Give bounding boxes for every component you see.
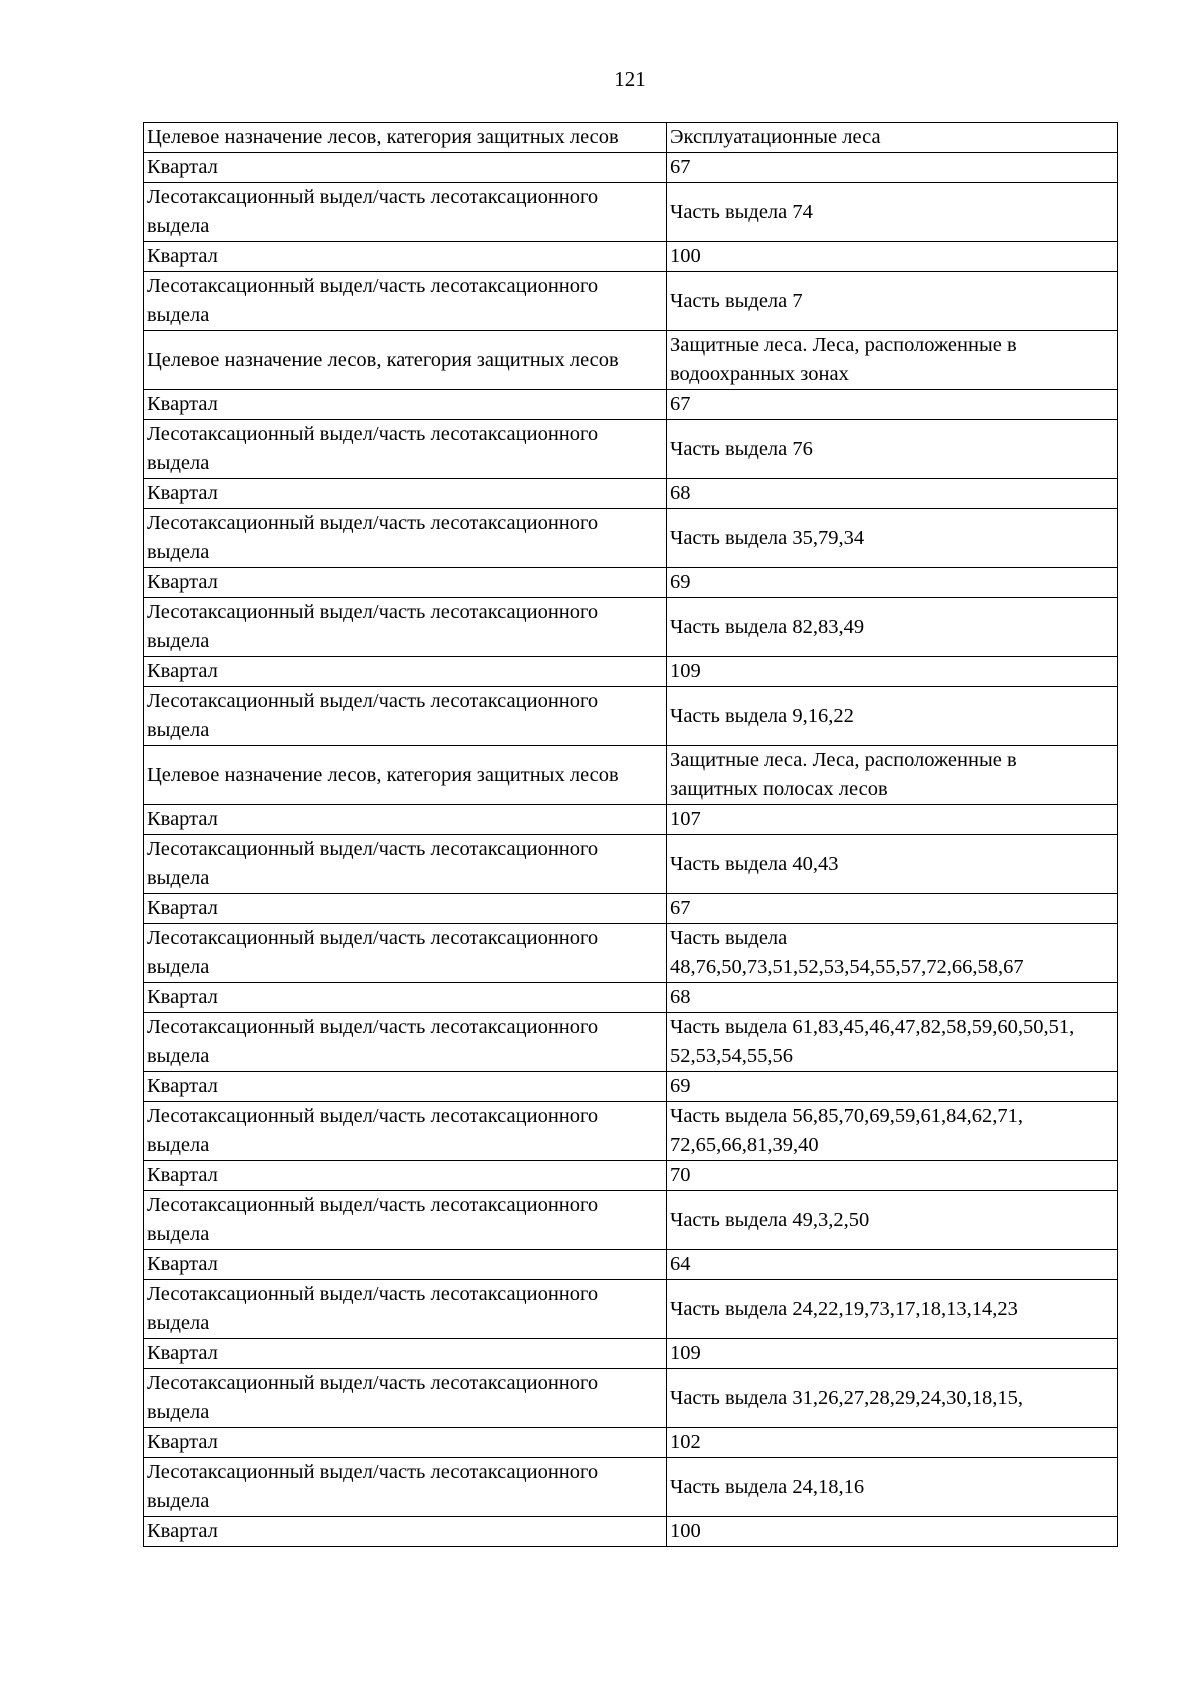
row-label-cell: Лесотаксационный выдел/часть лесотаксационного выдела — [144, 1013, 667, 1072]
row-value-cell: 67 — [667, 894, 1118, 924]
row-value-cell: 107 — [667, 805, 1118, 835]
row-label-cell: Лесотаксационный выдел/часть лесотаксационного выдела — [144, 598, 667, 657]
row-label-cell: Квартал — [144, 805, 667, 835]
table-row — [144, 1072, 1118, 1102]
row-value-cell: Часть выдела 7 — [667, 272, 1118, 331]
table-row — [144, 390, 1118, 420]
table-row — [144, 1517, 1118, 1547]
row-label-cell: Квартал — [144, 390, 667, 420]
row-label-cell: Лесотаксационный выдел/часть лесотаксационного выдела — [144, 1102, 667, 1161]
row-label-cell: Квартал — [144, 1428, 667, 1458]
table-row — [144, 1280, 1118, 1339]
row-value-cell: Часть выдела 74 — [667, 183, 1118, 242]
row-value-cell: Часть выдела 49,3,2,50 — [667, 1191, 1118, 1250]
table-row — [144, 1428, 1118, 1458]
row-value-cell: Часть выдела 61,83,45,46,47,82,58,59,60,50,51, 52,53,54,55,56 — [667, 1013, 1118, 1072]
table-row — [144, 331, 1118, 390]
table-row — [144, 598, 1118, 657]
row-value-cell: Часть выдела 56,85,70,69,59,61,84,62,71, 72,65,66,81,39,40 — [667, 1102, 1118, 1161]
page-number: 121 — [614, 67, 646, 91]
row-value-cell: 70 — [667, 1161, 1118, 1191]
row-value-cell: 67 — [667, 390, 1118, 420]
row-value-cell: 68 — [667, 983, 1118, 1013]
row-label-cell: Квартал — [144, 1517, 667, 1547]
row-value-cell: 109 — [667, 657, 1118, 687]
row-label-cell: Лесотаксационный выдел/часть лесотаксационного выдела — [144, 835, 667, 894]
table-row — [144, 272, 1118, 331]
row-label-cell: Целевое назначение лесов, категория защитных лесов — [144, 123, 667, 153]
row-label-cell: Целевое назначение лесов, категория защитных лесов — [144, 331, 667, 390]
row-label-cell: Лесотаксационный выдел/часть лесотаксационного выдела — [144, 687, 667, 746]
row-value-cell: 100 — [667, 242, 1118, 272]
row-value-cell: Защитные леса. Леса, расположенные в водоохранных зонах — [667, 331, 1118, 390]
row-label-cell: Лесотаксационный выдел/часть лесотаксационного выдела — [144, 420, 667, 479]
row-label-cell: Квартал — [144, 1250, 667, 1280]
row-value-cell: Часть выдела 24,22,19,73,17,18,13,14,23 — [667, 1280, 1118, 1339]
table-row — [144, 568, 1118, 598]
row-value-cell: 100 — [667, 1517, 1118, 1547]
table-row — [144, 1458, 1118, 1517]
row-value-cell: 69 — [667, 1072, 1118, 1102]
row-value-cell: Часть выдела 24,18,16 — [667, 1458, 1118, 1517]
row-label-cell: Квартал — [144, 242, 667, 272]
table-row — [144, 657, 1118, 687]
table-row — [144, 924, 1118, 983]
row-value-cell: Часть выдела 35,79,34 — [667, 509, 1118, 568]
row-value-cell: 64 — [667, 1250, 1118, 1280]
table-body — [144, 123, 1118, 1547]
row-value-cell: Часть выдела 31,26,27,28,29,24,30,18,15, — [667, 1369, 1118, 1428]
row-label-cell: Квартал — [144, 983, 667, 1013]
row-value-cell: Часть выдела 48,76,50,73,51,52,53,54,55,57,72,66,58,67 — [667, 924, 1118, 983]
row-value-cell: 109 — [667, 1339, 1118, 1369]
row-value-cell: 69 — [667, 568, 1118, 598]
row-label-cell: Лесотаксационный выдел/часть лесотаксационного выдела — [144, 1369, 667, 1428]
row-value-cell: Часть выдела 9,16,22 — [667, 687, 1118, 746]
table-row — [144, 420, 1118, 479]
row-label-cell: Квартал — [144, 153, 667, 183]
row-label-cell: Лесотаксационный выдел/часть лесотаксационного выдела — [144, 272, 667, 331]
row-label-cell: Квартал — [144, 657, 667, 687]
table-row — [144, 687, 1118, 746]
table-row — [144, 1250, 1118, 1280]
row-value-cell: 67 — [667, 153, 1118, 183]
row-value-cell: Защитные леса. Леса, расположенные в защитных полосах лесов — [667, 746, 1118, 805]
row-value-cell: Часть выдела 40,43 — [667, 835, 1118, 894]
row-value-cell: Часть выдела 76 — [667, 420, 1118, 479]
table-row — [144, 894, 1118, 924]
table-row — [144, 835, 1118, 894]
table-row — [144, 1369, 1118, 1428]
row-label-cell: Квартал — [144, 1072, 667, 1102]
table-row — [144, 509, 1118, 568]
row-label-cell: Лесотаксационный выдел/часть лесотаксационного выдела — [144, 183, 667, 242]
row-label-cell: Целевое назначение лесов, категория защитных лесов — [144, 746, 667, 805]
table-row — [144, 242, 1118, 272]
row-value-cell: 102 — [667, 1428, 1118, 1458]
row-label-cell: Квартал — [144, 479, 667, 509]
row-value-cell: Часть выдела 82,83,49 — [667, 598, 1118, 657]
table-row — [144, 983, 1118, 1013]
row-label-cell: Лесотаксационный выдел/часть лесотаксационного выдела — [144, 509, 667, 568]
table-row — [144, 805, 1118, 835]
row-label-cell: Квартал — [144, 894, 667, 924]
row-label-cell: Лесотаксационный выдел/часть лесотаксационного выдела — [144, 1458, 667, 1517]
table-row — [144, 479, 1118, 509]
row-value-cell: Эксплуатационные леса — [667, 123, 1118, 153]
table-row — [144, 1102, 1118, 1161]
row-label-cell: Лесотаксационный выдел/часть лесотаксационного выдела — [144, 924, 667, 983]
table-row — [144, 1339, 1118, 1369]
row-label-cell: Лесотаксационный выдел/часть лесотаксационного выдела — [144, 1191, 667, 1250]
row-value-cell: 68 — [667, 479, 1118, 509]
table-row — [144, 1161, 1118, 1191]
table-row — [144, 123, 1118, 153]
row-label-cell: Квартал — [144, 568, 667, 598]
row-label-cell: Квартал — [144, 1161, 667, 1191]
table-row — [144, 1191, 1118, 1250]
forest-allocation-table — [143, 122, 1118, 1547]
table-row — [144, 183, 1118, 242]
table-row — [144, 1013, 1118, 1072]
table-row — [144, 746, 1118, 805]
table-row — [144, 153, 1118, 183]
row-label-cell: Квартал — [144, 1339, 667, 1369]
row-label-cell: Лесотаксационный выдел/часть лесотаксационного выдела — [144, 1280, 667, 1339]
